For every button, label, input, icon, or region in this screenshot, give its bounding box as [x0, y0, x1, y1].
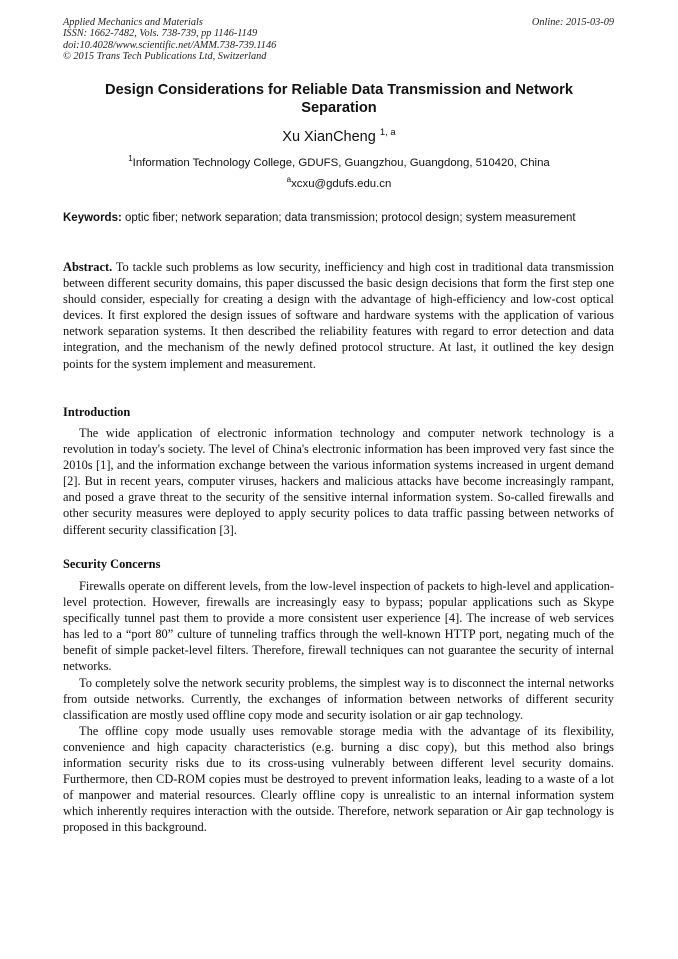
email-line — [0, 177, 678, 191]
publication-header — [63, 17, 423, 62]
abstract-text: To tackle such problems as low security, inefficiency and high cost in traditional data transmission between different security domains, this paper discussed the basic design decisions that form the first step one should consider, especially for creating a design with the advantage of high-efficiency and low-cost optical devices. It first explored the design issues of software and hardware systems with the application of various network separation systems. It then described the reliability features with regard to error detection and data integration, and the mechanism of the newly defined protocol structure. At last, it outlined the key design points for the system implement and measurement. — [63, 260, 614, 371]
issn-line: ISSN: 1662-7482, Vols. 738-739, pp 1146-1149 — [63, 28, 258, 40]
keywords-label: Keywords: — [63, 212, 122, 224]
paragraph: Firewalls operate on different levels, from the low-level inspection of packets to high-level and application-level protection. However, firewalls are increasingly easy to bypass; popular applications such as Skype specifically tunnel past them to provide a more consistent user experience [4]. The increase of web services has led to a “port 80” culture of tunneling traffics through the well-known HTTP port, negating much of the benefit of simple packet-level filters. Therefore, firewall techniques can not guarantee the security of internal networks. — [63, 579, 614, 674]
affiliation-text: Information Technology College, GDUFS, Guangzhou, Guangdong, 510420, China — [132, 157, 550, 169]
author-email: xcxu@gdufs.edu.cn — [291, 178, 392, 190]
section-body-introduction — [63, 425, 614, 538]
keywords-block — [63, 211, 614, 226]
affiliation-mark: 1 — [128, 154, 133, 164]
keywords-text: optic fiber; network separation; data transmission; protocol design; system measurement — [125, 212, 576, 224]
affiliation-line — [0, 156, 678, 170]
section-body-security-concerns — [63, 578, 614, 836]
section-heading-security-concerns: Security Concerns — [63, 557, 161, 571]
paragraph: The wide application of electronic information technology and computer network technology is a revolution in today's society. The level of China's electronic information has been improved very fast since the 2010s [1], and the information exchange between the various information systems increased in urgent demand [2]. But in recent years, computer viruses, hackers and malicious attacks have become increasingly rampant, and posed a grave threat to the security of the sensitive internal information system. So-called firewalls and other security measures were deployed to apply security polices to data traffic passing between networks of different security classification [3]. — [63, 426, 614, 537]
paper-title: Design Considerations for Reliable Data Transmission and Network Separation — [105, 82, 573, 116]
abstract-label: Abstract. — [63, 260, 113, 274]
email-mark: a — [286, 175, 292, 185]
abstract-block — [63, 259, 614, 372]
online-date: Online: 2015-03-09 — [531, 17, 614, 28]
section-heading-introduction: Introduction — [63, 405, 131, 419]
paragraph: The offline copy mode usually uses removable storage media with the advantage of its flexibility, convenience and high capacity characteristics (e.g. burning a disc copy), but this method also brings information security risks due to its cross-using vulnerably between different level security domains. Furthermore, then CD-ROM copies must be destroyed to prevent information leaks, leading to a waste of a lot of manpower and material resources. Clearly offline copy is unrealistic to an internal information system which inherently requires interaction with the outside. Therefore, network separation or Air gap technology is proposed in this background. — [63, 723, 614, 835]
journal-name: Applied Mechanics and Materials — [63, 17, 203, 28]
author-affiliation-marks: 1, a — [379, 127, 396, 139]
author-line — [0, 128, 678, 146]
paragraph: To completely solve the network security problems, the simplest way is to disconnect the internal networks from outside networks. Currently, the exchanges of information between networks of different security classification are mostly used offline copy mode and security isolation or air gap technology. — [63, 675, 614, 722]
author-name: Xu XianCheng — [282, 129, 376, 145]
copyright-line: © 2015 Trans Tech Publications Ltd, Switzerland — [63, 50, 267, 62]
doi-line: doi:10.4028/www.scientific.net/AMM.738-739.1146 — [63, 39, 277, 51]
